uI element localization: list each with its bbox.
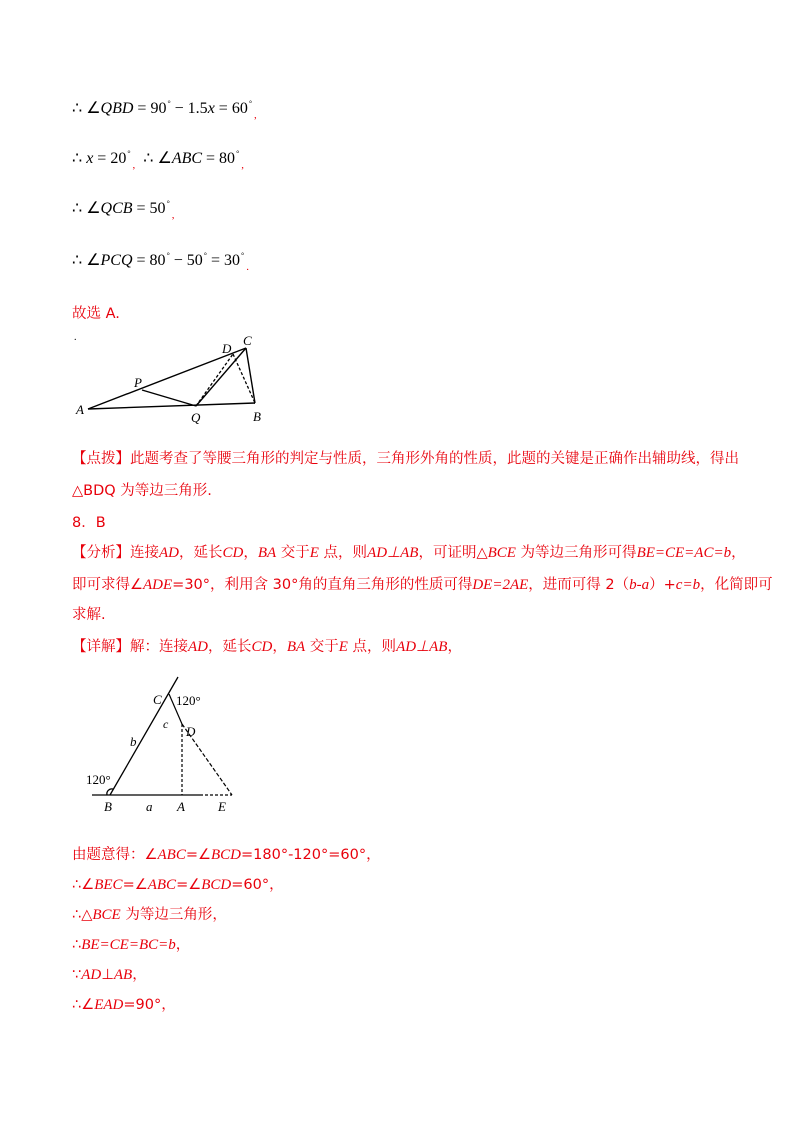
math-text: = 80 [202,150,236,167]
geometry-figure-1 [70,332,280,430]
segment-name: CD [251,639,273,655]
analysis-text: 交于 [276,545,310,561]
relation: AD⊥AB [396,639,448,655]
label-c: c [163,717,169,731]
segment-name: BA [257,545,277,561]
analysis-text: =30°，利用含 30°角的直角三角形的性质可得 [172,577,473,593]
derivation-text: =90°， [123,997,176,1013]
math-text: = 30 [207,252,241,269]
label-angle-B: 120° [86,772,111,787]
derivation-line-3 [72,903,227,924]
tip-line-1: 【点拨】此题考查了等腰三角形的判定与性质，三角形外角的性质，此题的关键是正确作出辅助线，得出 [72,451,739,467]
analysis-text: 即可求得∠ [72,577,143,593]
degree-mark: ° [166,251,170,260]
angle-name: BCD [201,877,232,893]
angle-name: PCQ [100,252,133,269]
derivation-text: =60°， [231,877,284,893]
derivation-text: =180°-120°=60°， [241,847,381,863]
derivation-text: =∠ [185,847,211,863]
angle-name: ABC [171,150,203,167]
derivation-text: ∴∠ [72,877,95,893]
segment-name: AB [113,967,133,983]
detail-text: ，延长 [208,639,252,655]
segment-CB [246,348,255,403]
label-A: A [177,799,185,814]
derivation-text: ∴ [72,937,82,953]
derivation-text: ， [132,967,147,983]
derivation-text: ∴△ [72,907,93,923]
analysis-line-1 [72,541,746,562]
point-name: E [338,639,348,655]
question-8-answer: 8．B [72,515,106,531]
math-text: − 50 [169,252,203,269]
therefore-symbol: ∴ [72,100,83,117]
segment-AC [88,348,246,409]
angle-name: BEC [94,877,123,893]
triangle-name: BCE [487,545,516,561]
label-a: a [146,799,153,814]
analysis-text: ，进而可得 2（ [528,577,630,593]
label-C: C [243,333,252,348]
detail-text: ， [447,639,462,655]
therefore-symbol: ∴ [72,200,83,217]
choose-answer: 故选 A. [72,306,120,322]
figure-1 [70,332,280,435]
analysis-text: ，延长 [179,545,223,561]
segment-name: AD [81,967,102,983]
segment-name: CD [222,545,244,561]
label-angle-C: 120° [176,693,201,708]
degree-mark: ° [167,99,171,108]
derivation-line-4 [72,933,190,954]
step-line-2 [72,148,244,171]
derivation-text: =∠ [122,877,148,893]
derivation-line-1 [72,843,381,864]
math-text: = 20 [93,150,127,167]
equation: DE=2AE [472,577,529,593]
derivation-text: =∠ [176,877,202,893]
detail-text: 【详解】解：连接 [72,639,188,655]
step-line-3 [72,198,175,221]
label-B: B [104,799,112,814]
label-B: B [253,409,261,424]
label-b: b [130,734,137,749]
math-text: = 80 [132,252,166,269]
angle-name: ABC [157,847,186,863]
derivation-line-5 [72,963,147,984]
analysis-line-2 [72,573,773,594]
angle-name: EAD [94,997,124,1013]
segment-name: AD [159,545,179,561]
angle-symbol: ∠ [86,252,101,269]
math-text: = 60 [214,100,248,117]
angle-name: QBD [100,100,134,117]
punctuation: , [241,159,245,171]
degree-mark: ° [241,251,245,260]
analysis-line-3: 求解. [72,607,106,623]
angle-name: ADE [143,577,173,593]
analysis-text: ，可证明△ [418,545,488,561]
step-line-1 [72,98,257,121]
geometry-figure-2 [82,672,252,822]
math-text: − 1.5 [170,100,208,117]
derivation-line-6 [72,993,176,1014]
label-P: P [134,375,142,390]
analysis-text: 为等边三角形可得 [515,545,637,561]
analysis-text: ， [243,545,258,561]
analysis-text: 【分析】连接 [72,545,159,561]
analysis-text: ）+ [649,577,676,593]
variable-x: x [207,100,215,117]
derivation-text: 为等边三角形， [120,907,227,923]
degree-mark: ° [248,99,253,108]
therefore-symbol: ∴ [72,150,83,167]
analysis-text: 点，则 [318,545,368,561]
degree-mark: ° [166,199,170,208]
label-D: D [222,341,232,356]
angle-name: BCD [211,847,241,863]
therefore-symbol: ∴ [143,150,154,167]
punctuation: , [171,209,175,221]
detail-text: 交于 [305,639,339,655]
derivation-text: ∵ [72,967,82,983]
expression: b-a [629,577,650,593]
segment-QD [196,354,233,406]
angle-name: ABC [147,877,177,893]
equation: BE=CE=AC=b [636,545,732,561]
segment-name: AD [188,639,208,655]
relation: AD⊥AB [367,545,419,561]
angle-name: QCB [100,200,133,217]
label-D: D [186,724,196,739]
analysis-text: ，化简即可 [700,577,773,593]
equation: BE=CE=BC=b [81,937,176,953]
variable-x: x [86,150,94,167]
degree-mark: ° [236,149,240,158]
math-text: = 50 [132,200,166,217]
label-Q: Q [191,410,201,425]
label-C: C [153,692,162,707]
detail-line-1 [72,635,462,656]
segment-PQ [142,390,196,406]
equation: c=b [675,577,701,593]
derivation-line-2 [72,873,284,894]
angle-symbol: ∠ [86,200,101,217]
segment-QC [196,348,246,406]
tip-line-2: △BDQ 为等边三角形. [72,483,212,499]
perpendicular-symbol: ⊥ [101,967,114,983]
degree-mark: ° [127,149,131,158]
analysis-text: ， [731,545,746,561]
point-name: E [309,545,319,561]
punctuation: , [132,159,136,171]
angle-symbol: ∠ [86,100,101,117]
figure-2 [82,672,252,827]
segment-AB [88,403,255,409]
math-text: = 90 [137,100,167,117]
segment-name: BA [286,639,306,655]
degree-mark: ° [203,251,207,260]
derivation-text: ∴∠ [72,997,95,1013]
punctuation: , [254,109,257,121]
detail-text: 点，则 [347,639,397,655]
therefore-symbol: ∴ [72,252,83,269]
detail-text: ， [272,639,287,655]
angle-symbol: ∠ [157,150,172,167]
step-line-4 [72,250,249,273]
derivation-text: ， [175,937,191,953]
label-A: A [76,402,84,417]
triangle-name: BCE [92,907,121,923]
derivation-text: 由题意得：∠ [72,847,158,863]
punctuation: . [246,261,249,273]
segment-BC-extended [110,677,178,795]
label-E: E [218,799,226,814]
stray-dot: . [74,332,77,343]
